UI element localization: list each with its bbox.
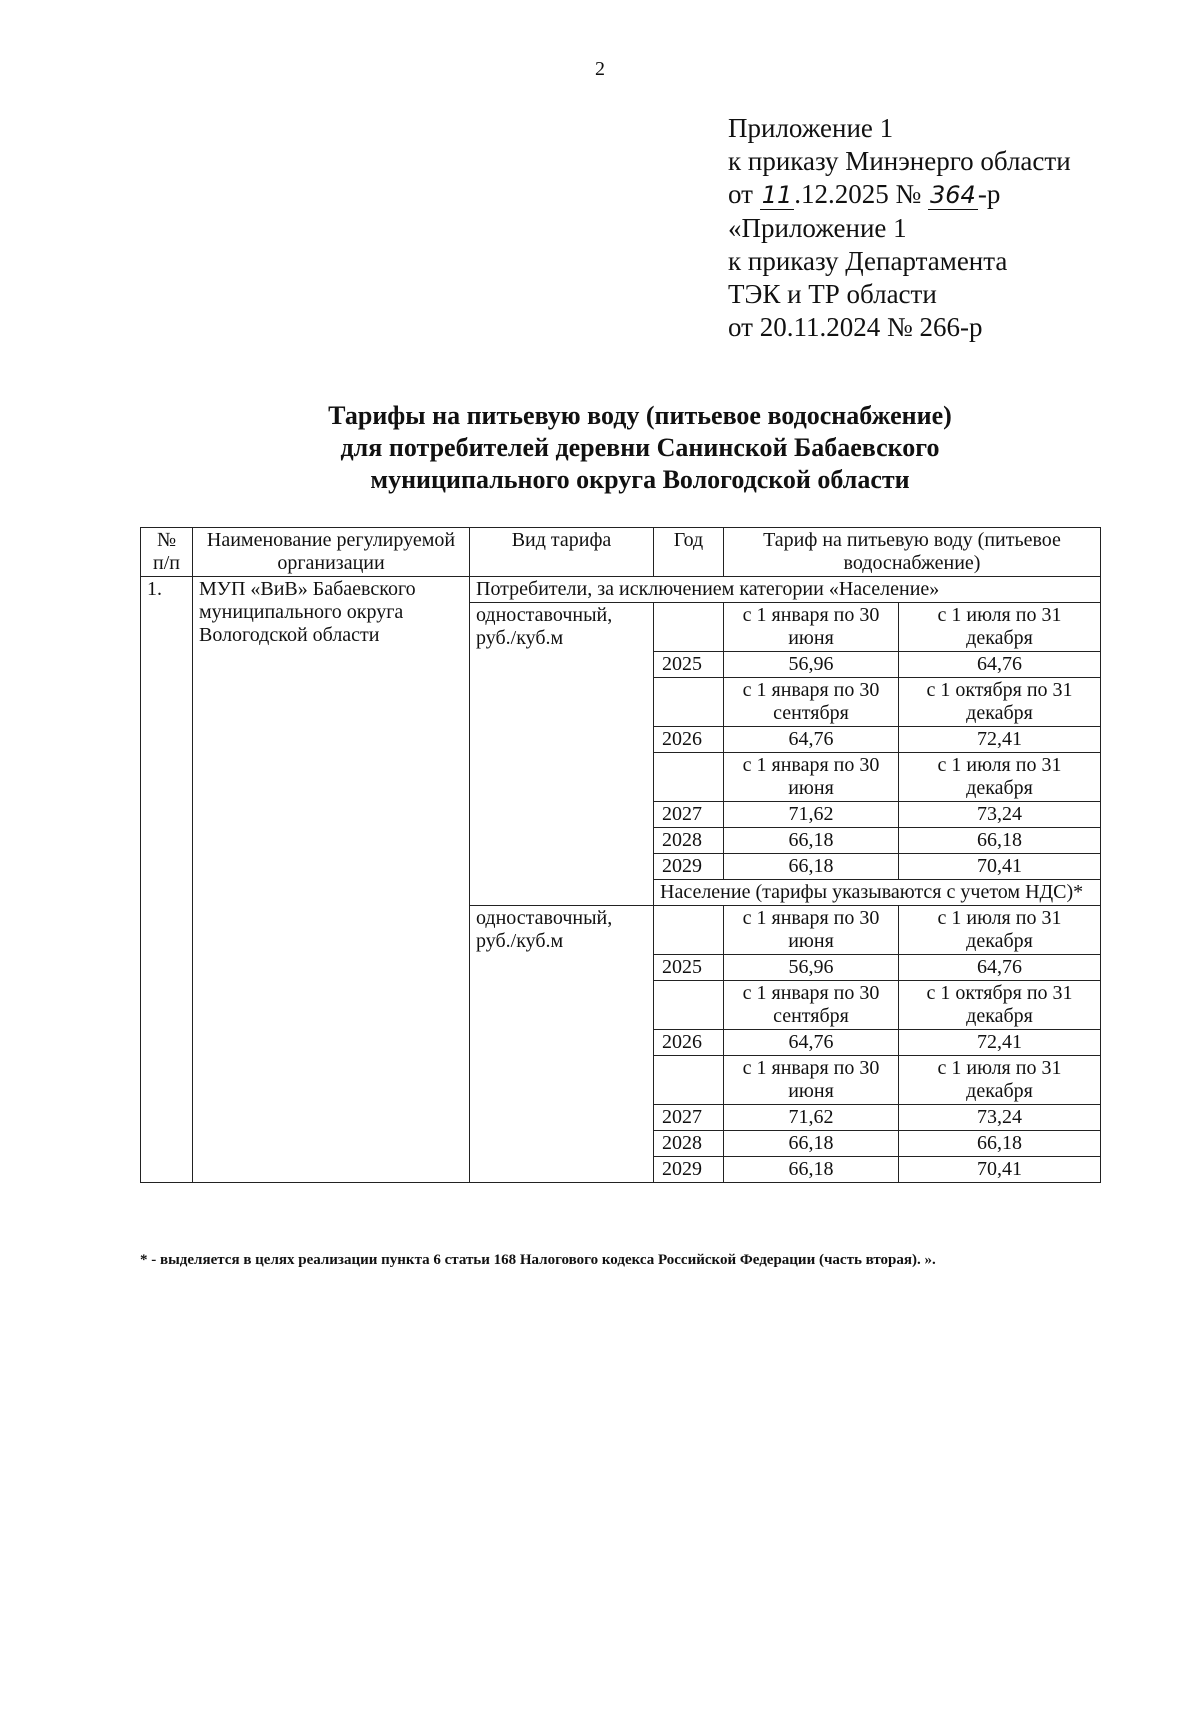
empty-cell — [654, 906, 724, 955]
year-cell: 2027 — [654, 802, 724, 828]
empty-cell — [654, 1056, 724, 1105]
document-title — [0, 400, 1200, 496]
period-cell: с 1 июля по 31 декабря — [899, 753, 1101, 802]
footnote: * - выделяется в целях реализации пункта 6 статьи 168 Налогового кодекса Российской Федерации (часть вторая). ». — [140, 1252, 936, 1268]
organization-name: МУП «ВиВ» Бабаевского муниципального округа Вологодской области — [193, 577, 470, 1183]
appendix-line-5: к приказу Департамента — [728, 246, 1008, 276]
appendix-line-1: Приложение 1 — [728, 113, 894, 143]
title-line-3: муниципального округа Вологодской области — [370, 465, 910, 494]
period-cell: с 1 июля по 31 декабря — [899, 906, 1101, 955]
tariff-value: 73,24 — [899, 802, 1101, 828]
appendix-line-2: к приказу Минэнерго области — [728, 146, 1071, 176]
tariff-value: 66,18 — [724, 1131, 899, 1157]
tariff-value: 64,76 — [899, 652, 1101, 678]
tariff-value: 72,41 — [899, 727, 1101, 753]
header-number: № п/п — [141, 528, 193, 577]
year-cell: 2028 — [654, 828, 724, 854]
header-tariff-kind: Вид тарифа — [470, 528, 654, 577]
tariff-value: 64,76 — [899, 955, 1101, 981]
period-cell: с 1 января по 30 июня — [724, 753, 899, 802]
tariff-value: 72,41 — [899, 1030, 1101, 1056]
handwritten-day: 11 — [761, 181, 793, 209]
appendix-line-6: ТЭК и ТР области — [728, 279, 937, 309]
tariff-value: 70,41 — [899, 854, 1101, 880]
tariff-value: 64,76 — [724, 1030, 899, 1056]
appendix-date-middle: .12.2025 № — [794, 179, 922, 209]
tariff-value: 56,96 — [724, 955, 899, 981]
row-number: 1. — [141, 577, 193, 1183]
header-year: Год — [654, 528, 724, 577]
header-organization: Наименование регулируемой организации — [193, 528, 470, 577]
group-label: Потребители, за исключением категории «Население» — [470, 577, 1101, 603]
year-cell: 2029 — [654, 854, 724, 880]
empty-cell — [654, 603, 724, 652]
tariff-value: 71,62 — [724, 802, 899, 828]
period-cell: с 1 октября по 31 декабря — [899, 678, 1101, 727]
header-tariff: Тариф на питьевую воду (питьевое водоснабжение) — [724, 528, 1101, 577]
table-row — [141, 577, 1101, 603]
period-cell: с 1 июля по 31 декабря — [899, 1056, 1101, 1105]
empty-cell — [654, 981, 724, 1030]
tariff-value: 66,18 — [899, 1131, 1101, 1157]
year-cell: 2026 — [654, 727, 724, 753]
handwritten-order-number: 364 — [930, 181, 976, 209]
year-cell: 2027 — [654, 1105, 724, 1131]
appendix-line-7: от 20.11.2024 № 266-р — [728, 312, 983, 342]
table-header-row — [141, 528, 1101, 577]
title-line-1: Тарифы на питьевую воду (питьевое водоснабжение) — [328, 401, 952, 430]
tariff-value: 70,41 — [899, 1157, 1101, 1183]
period-cell: с 1 января по 30 сентября — [724, 981, 899, 1030]
tariff-kind: одноставочный, руб./куб.м — [470, 603, 654, 906]
empty-cell — [654, 753, 724, 802]
year-cell: 2025 — [654, 652, 724, 678]
tariff-value: 66,18 — [724, 854, 899, 880]
period-cell: с 1 июля по 31 декабря — [899, 603, 1101, 652]
tariff-table — [140, 527, 1101, 1183]
appendix-date-suffix: -р — [977, 179, 1001, 209]
year-cell: 2029 — [654, 1157, 724, 1183]
period-cell: с 1 января по 30 июня — [724, 603, 899, 652]
appendix-line-4: «Приложение 1 — [728, 213, 907, 243]
period-cell: с 1 января по 30 июня — [724, 1056, 899, 1105]
title-line-2: для потребителей деревни Санинской Бабаевского — [340, 433, 940, 462]
page-number: 2 — [595, 58, 605, 80]
tariff-value: 66,18 — [899, 828, 1101, 854]
tariff-kind: одноставочный, руб./куб.м — [470, 906, 654, 1183]
tariff-value: 66,18 — [724, 1157, 899, 1183]
tariff-value: 64,76 — [724, 727, 899, 753]
period-cell: с 1 января по 30 июня — [724, 906, 899, 955]
appendix-block — [728, 112, 1071, 344]
empty-cell — [654, 678, 724, 727]
period-cell: с 1 октября по 31 декабря — [899, 981, 1101, 1030]
tariff-value: 71,62 — [724, 1105, 899, 1131]
year-cell: 2028 — [654, 1131, 724, 1157]
year-cell: 2026 — [654, 1030, 724, 1056]
tariff-value: 56,96 — [724, 652, 899, 678]
period-cell: с 1 января по 30 сентября — [724, 678, 899, 727]
appendix-line-3 — [728, 178, 1071, 212]
year-cell: 2025 — [654, 955, 724, 981]
tariff-value: 66,18 — [724, 828, 899, 854]
group-label: Население (тарифы указываются с учетом НДС)* — [654, 880, 1101, 906]
appendix-date-prefix: от — [728, 179, 753, 209]
tariff-value: 73,24 — [899, 1105, 1101, 1131]
